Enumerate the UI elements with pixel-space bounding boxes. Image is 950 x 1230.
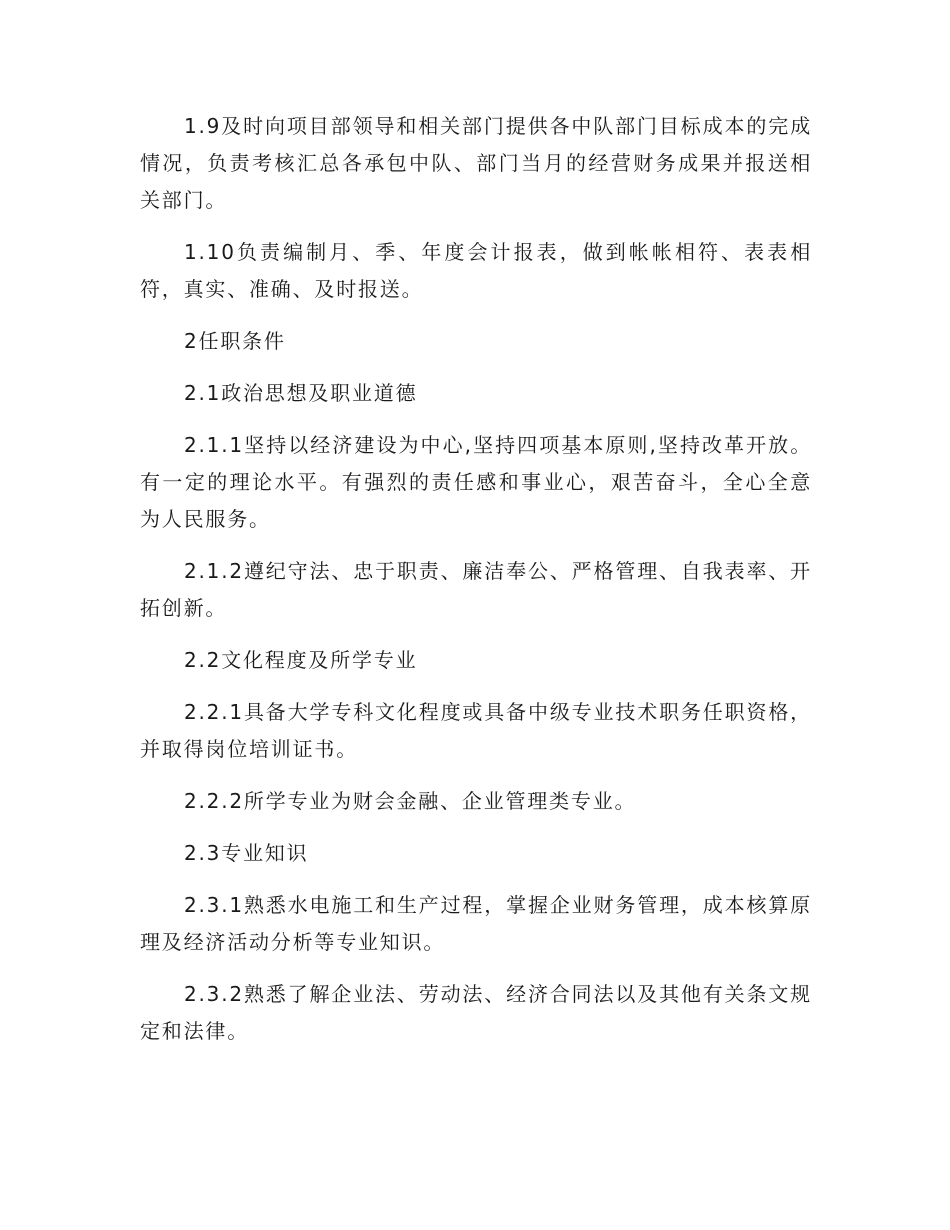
section-heading-2-3: 2.3专业知识: [184, 841, 309, 865]
paragraph-1-9: 1.9及时向项目部领导和相关部门提供各中队部门目标成本的完成情况，负责考核汇总各承包中队、部门当月的经营财务成果并报送相关部门。: [140, 114, 812, 212]
paragraph-2-1-1: 2.1.1坚持以经济建设为中心,坚持四项基本原则,坚持改革开放。有一定的理论水平。有强烈的责任感和事业心，艰苦奋斗，全心全意为人民服务。: [140, 433, 812, 531]
section-heading-2-1: 2.1政治思想及职业道德: [184, 381, 418, 405]
paragraph-2-3-2: 2.3.2熟悉了解企业法、劳动法、经济合同法以及其他有关条文规定和法律。: [140, 982, 812, 1043]
paragraph-2-2-1: 2.2.1具备大学专科文化程度或具备中级专业技术职务任职资格，并取得岗位培训证书。: [140, 700, 812, 761]
document-body: [140, 108, 812, 1065]
paragraph-2-1-2: 2.1.2遵纪守法、忠于职责、廉洁奉公、严格管理、自我表率、开拓创新。: [140, 559, 812, 620]
section-heading-2: 2任职条件: [184, 329, 286, 353]
section-heading-2-2: 2.2文化程度及所学专业: [184, 648, 418, 672]
paragraph-1-10: 1.10负责编制月、季、年度会计报表，做到帐帐相符、表表相符，真实、准确、及时报送。: [140, 240, 812, 301]
paragraph-2-3-1: 2.3.1熟悉水电施工和生产过程，掌握企业财务管理，成本核算原理及经济活动分析等专业知识。: [140, 893, 812, 954]
paragraph-2-2-2: 2.2.2所学专业为财会金融、企业管理类专业。: [184, 789, 637, 813]
